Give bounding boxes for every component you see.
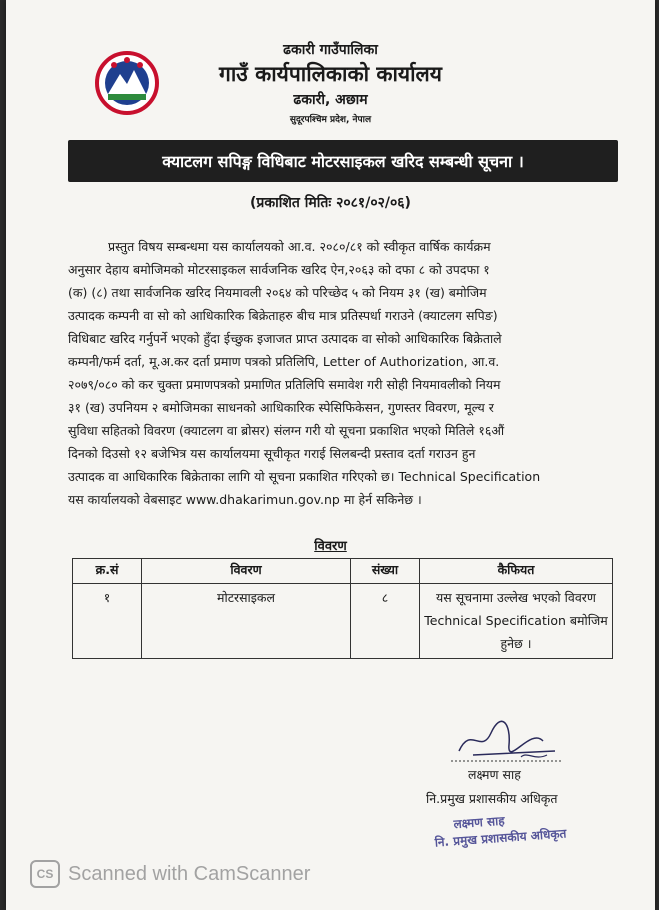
scanner-watermark [30, 860, 310, 888]
office-location: ढकारी, अछाम [293, 92, 368, 108]
header-serial: क्र.सं [73, 559, 142, 584]
stamp-title: नि. प्रमुख प्रशासकीय अधिकृत [434, 826, 567, 850]
watermark-text: Scanned with CamScanner [68, 862, 311, 885]
cell-remarks: यस सूचनामा उल्लेख भएको विवरण Technical Specification बमोजिम हुनेछ । [420, 584, 613, 659]
document-page [6, 0, 655, 910]
header-remarks: कैफियत [420, 559, 613, 584]
signatory-name: लक्ष्मण साह [468, 767, 521, 782]
notice-body [68, 235, 614, 511]
notice-title: क्याटलग सपिङ्ग विधिबाट मोटरसाइकल खरिद सम्बन्धी सूचना । [162, 152, 524, 171]
handwritten-signature [451, 715, 561, 765]
cell-quantity: ८ [351, 584, 420, 659]
published-date: (प्रकाशित मितिः २०८१/०२/०६) [250, 195, 411, 211]
body-line: कम्पनी/फर्म दर्ता, मू.अ.कर दर्ता प्रमाण पत्रको प्रतिलिपि, Letter of Authorization, आ.व. [68, 354, 500, 369]
body-line: विधिबाट खरिद गर्नुपर्ने भएको हुँदा ईच्छुक इजाजत प्राप्त उत्पादक वा सोको आधिकारिक बिक्रेताले [68, 331, 502, 346]
body-line: (क) (८) तथा सार्वजनिक खरिद नियमावली २०६४ को परिच्छेद ५ को नियम ३१ (ख) बमोजिम [68, 285, 487, 300]
body-line: सुविधा सहितको विवरण (क्याटलग वा ब्रोसर) संलग्न गरी यो सूचना प्रकाशित भएको मितिले १६औं [68, 423, 505, 438]
signatory-title: नि.प्रमुख प्रशासकीय अधिकृत [426, 791, 558, 806]
body-line: यस कार्यालयको वेबसाइट www.dhakarimun.gov.np मा हेर्न सकिनेछ । [68, 492, 422, 507]
table-row [73, 584, 613, 659]
details-table [72, 558, 613, 659]
table-header-row [73, 559, 613, 584]
table-title: विवरण [314, 539, 347, 554]
province-name: सुदूरपश्चिम प्रदेश, नेपाल [289, 115, 372, 125]
municipality-name: ढकारी गाउँपालिका [283, 42, 378, 58]
body-line: दिनको दिउसो १२ बजेभित्र यस कार्यालयमा सूचीकृत गराई सिलबन्दी प्रस्ताव दर्ता गराउन हुन [68, 446, 476, 461]
header-quantity: संख्या [351, 559, 420, 584]
body-line: उत्पादक कम्पनी वा सो को आधिकारिक बिक्रेताहरु बीच मात्र प्रतिस्पर्धा गराउने (क्याटलग सपिङ) [68, 308, 498, 323]
cell-description: मोटरसाइकल [142, 584, 351, 659]
stamp-name: लक्ष्मण साह [453, 813, 506, 832]
body-line: अनुसार देहाय बमोजिमको मोटरसाइकल सार्वजनिक खरिद ऐन,२०६३ को दफा ८ को उपदफा १ [68, 262, 490, 277]
camscanner-logo-icon: CS [30, 860, 60, 888]
cell-serial: १ [73, 584, 142, 659]
office-name: गाउँ कार्यपालिकाको कार्यालय [219, 62, 442, 86]
body-line: ३१ (ख) उपनियम २ बमोजिमका साधनको आधिकारिक स्पेसिफिकेसन, गुणस्तर विवरण, मूल्य र [68, 400, 494, 415]
body-line: प्रस्तुत विषय सम्बन्धमा यस कार्यालयको आ.व. २०८०/८१ को स्वीकृत वार्षिक कार्यक्रम [108, 239, 491, 254]
body-line: २०७९/०८० को कर चुक्ता प्रमाणपत्रको प्रमाणित प्रतिलिपि समावेश गरी सोही नियमावलीको नियम [68, 377, 501, 392]
body-line: उत्पादक वा आधिकारिक बिक्रेताका लागि यो सूचना प्रकाशित गरिएको छ। Technical Specification [68, 469, 541, 484]
header-description: विवरण [142, 559, 351, 584]
official-stamp [433, 807, 567, 850]
notice-title-banner [68, 140, 618, 182]
